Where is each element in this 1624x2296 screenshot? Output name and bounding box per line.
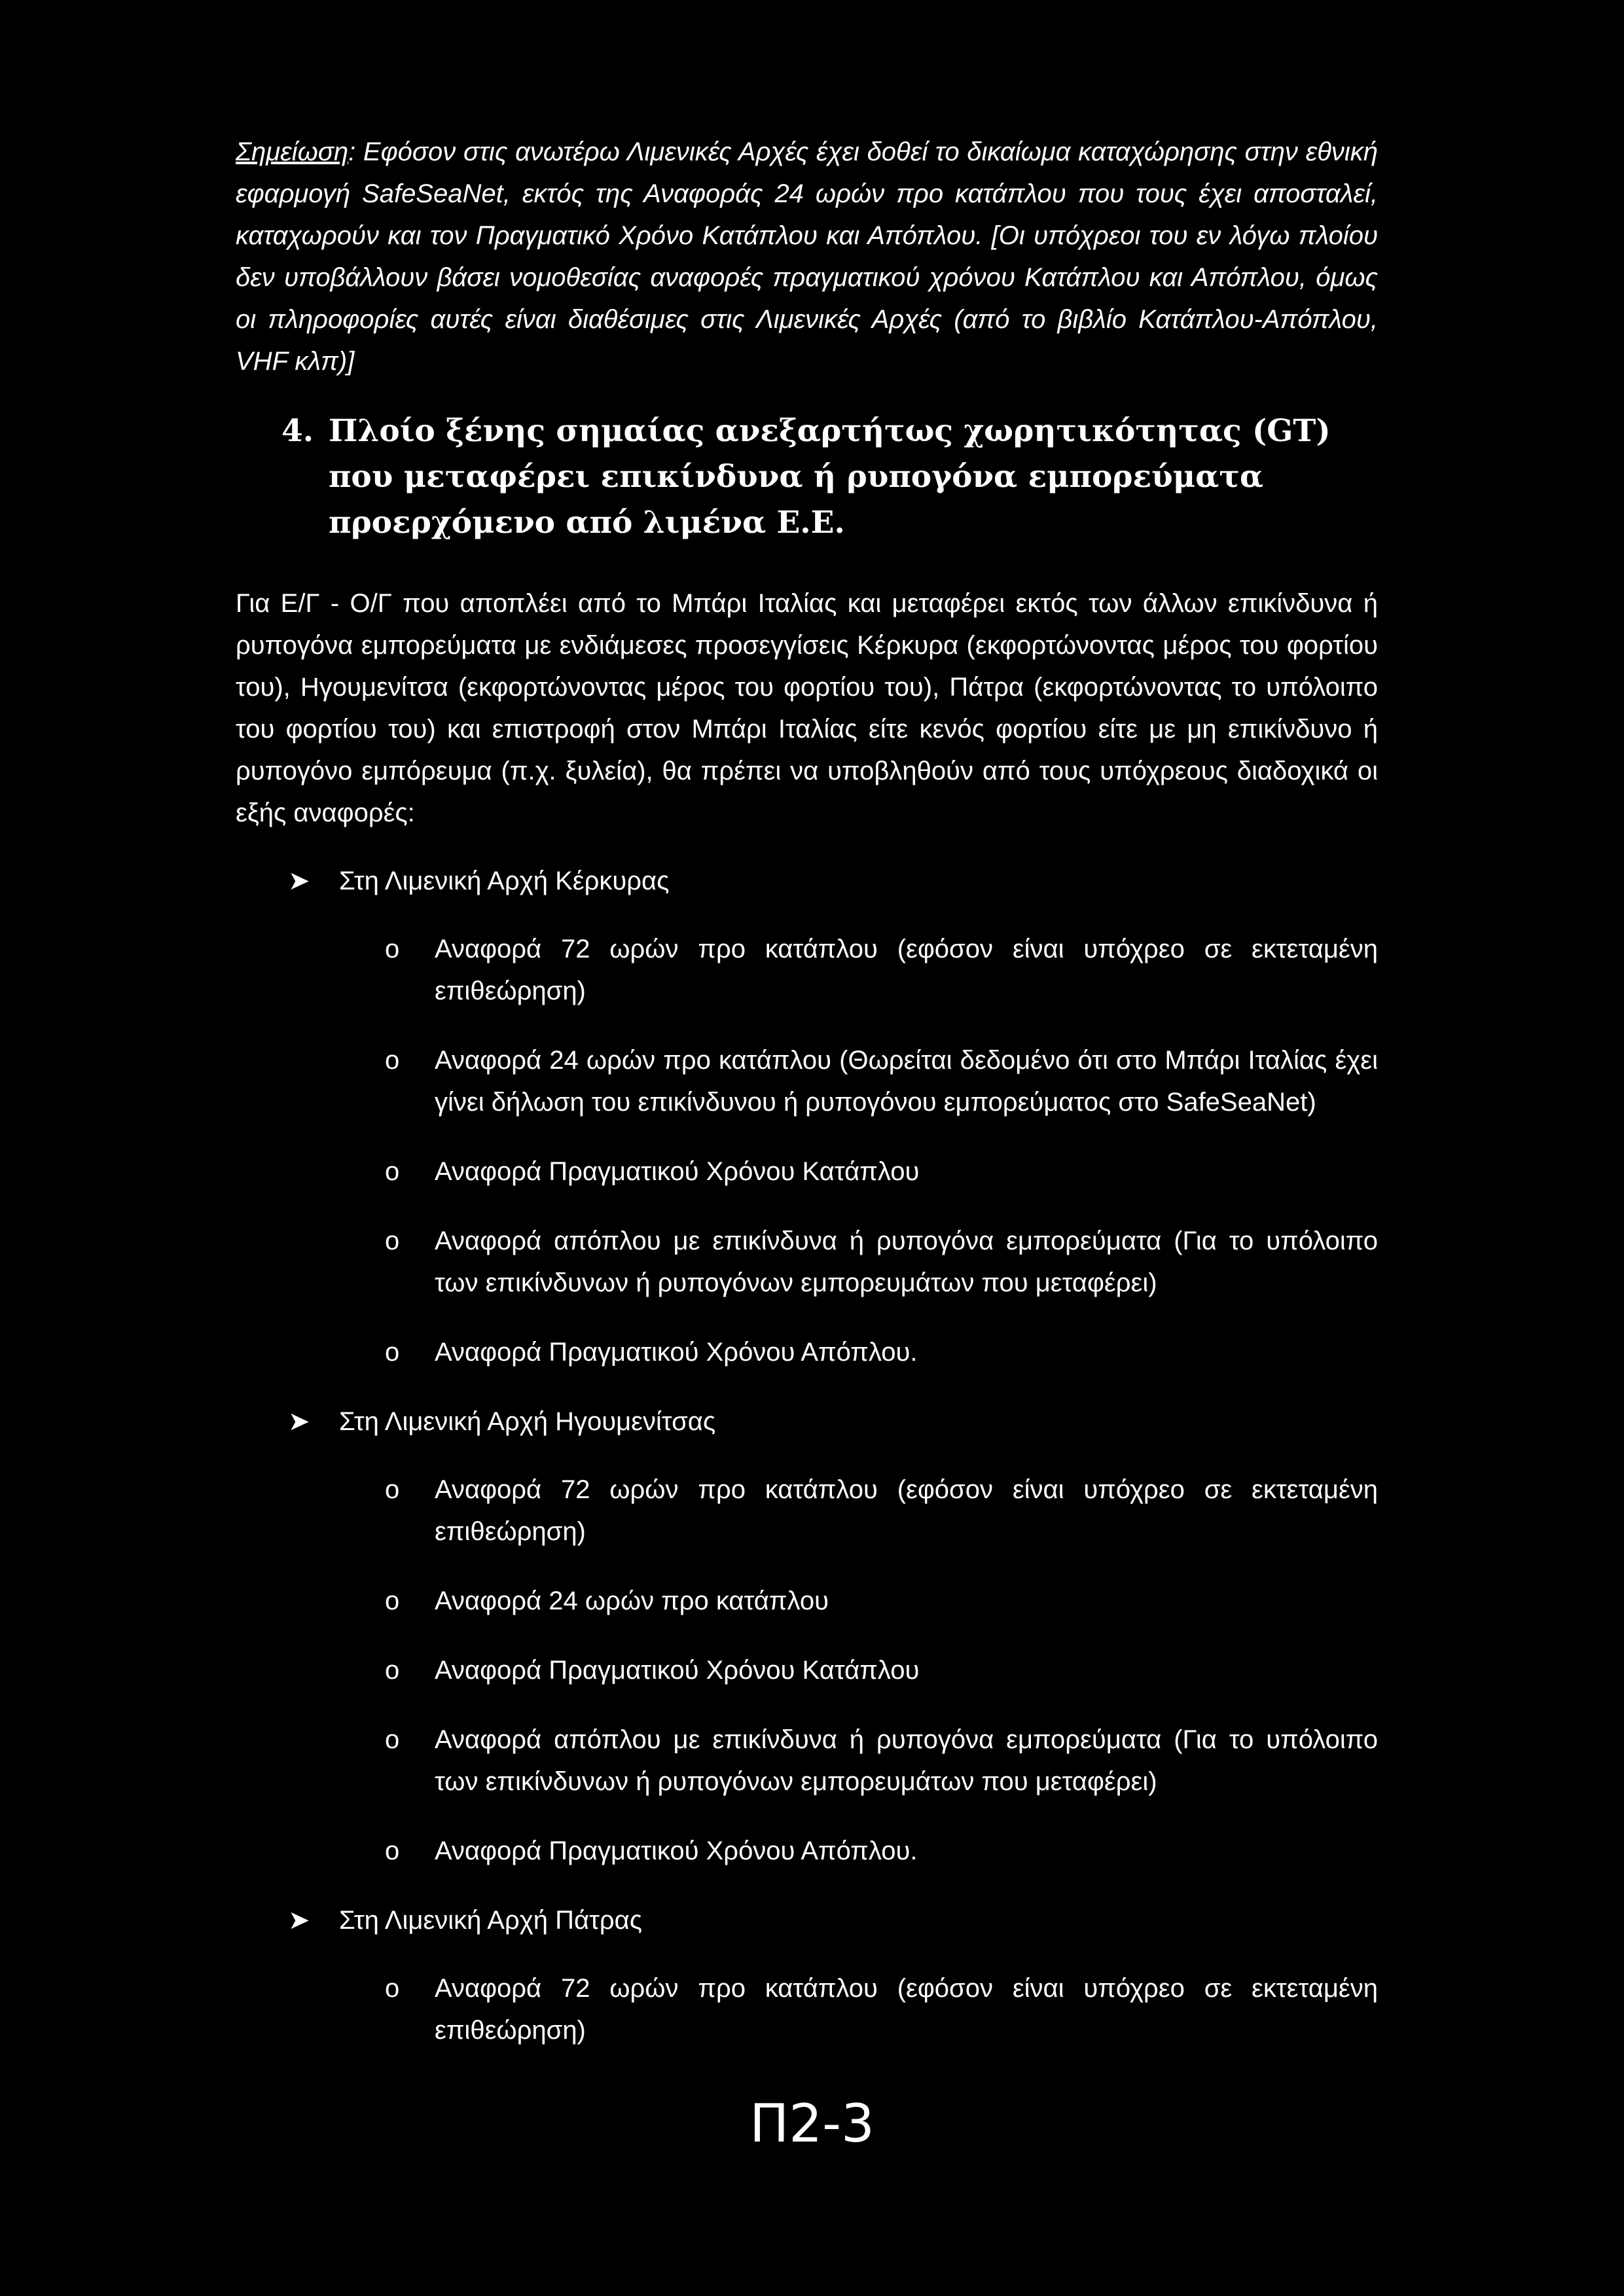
circle-bullet-icon: o	[385, 1046, 400, 1075]
list-item	[385, 928, 1378, 1012]
list-item-text: Αναφορά 72 ωρών προ κατάπλου (εφόσον είναι υπόχρεο σε εκτεταμένη επιθεώρηση)	[435, 1475, 1378, 1546]
list-item	[385, 1220, 1378, 1304]
port-heading-igoumenitsa	[288, 1401, 1378, 1443]
circle-bullet-icon: o	[385, 1227, 400, 1255]
list-item-text: Αναφορά απόπλου με επικίνδυνα ή ρυπογόνα εμπορεύματα (Για το υπόλοιπο των επικίνδυνων ή ρυπογόνων εμπορευμάτων που μεταφέρει)	[435, 1227, 1378, 1297]
list-item-text: Αναφορά Πραγματικού Χρόνου Κατάπλου	[435, 1656, 920, 1685]
list-item-text: Αναφορά 72 ωρών προ κατάπλου (εφόσον είναι υπόχρεο σε εκτεταμένη επιθεώρηση)	[435, 1974, 1378, 2045]
intro-paragraph: Για Ε/Γ - Ο/Γ που αποπλέει από το Μπάρι Ιταλίας και μεταφέρει εκτός των άλλων επικίνδυνα ή ρυπογόνα εμπορεύματα με ενδιάμεσες προσεγγίσεις Κέρκυρα (εκφορτώνοντας μέρος του φορτίου του), Ηγουμενίτσα (εκφορτώνοντας μέρος του φορτίου του), Πάτρα (εκφορτώνοντας το υπόλοιπο του φορτίου του) και επιστροφή στον Μπάρι Ιταλίας είτε κενός φορτίου είτε με μη επικίνδυνο ή ρυπογόνο εμπόρευμα (π.χ. ξυλεία), θα πρέπει να υποβληθούν από τους υπόχρεους διαδοχικά οι εξής αναφορές:	[236, 589, 1378, 827]
page-number: Π2-3	[749, 2093, 875, 2154]
list-item-text: Αναφορά Πραγματικού Χρόνου Κατάπλου	[435, 1157, 920, 1186]
document-page	[236, 131, 1378, 2079]
port-heading-patra	[288, 1899, 1378, 1941]
circle-bullet-icon: o	[385, 1338, 400, 1367]
circle-bullet-icon: o	[385, 1974, 400, 2003]
section-title: Πλοίο ξένης σημαίας ανεξαρτήτως χωρητικότητας (GT) που μεταφέρει επικίνδυνα ή ρυπογόνα εμπορεύματα προερχόμενο από λιμένα Ε.Ε.	[329, 413, 1331, 541]
note-text: : Εφόσον στις ανωτέρω Λιμενικές Αρχές έχει δοθεί το δικαίωμα καταχώρησης στην εθνική εφαρμογή SafeSeaNet, εκτός της Αναφοράς 24 ωρών προ κατάπλου που τους έχει αποσταλεί, καταχωρούν και τον Πραγματικό Χρόνο Κατάπλου και Απόπλου. [Οι υπόχρεοι του εν λόγω πλοίου δεν υποβάλλουν βάσει νομοθεσίας αναφορές πραγματικού χρόνου Κατάπλου και Απόπλου, όμως οι πληροφορίες αυτές είναι διαθέσιμες στις Λιμενικές Αρχές (από το βιβλίο Κατάπλου-Απόπλου, VHF κλπ)]	[236, 137, 1378, 376]
list-item-text: Αναφορά 24 ωρών προ κατάπλου (Θωρείται δεδομένο ότι στο Μπάρι Ιταλίας έχει γίνει δήλωση του επικίνδυνου ή ρυπογόνου εμπορεύματος στο SafeSeaNet)	[435, 1046, 1378, 1117]
list-item	[385, 1719, 1378, 1803]
circle-bullet-icon: o	[385, 935, 400, 963]
circle-bullet-icon: o	[385, 1725, 400, 1754]
arrow-bullet-icon: ➤	[288, 867, 310, 895]
circle-bullet-icon: o	[385, 1157, 400, 1186]
list-item	[385, 1039, 1378, 1123]
list-item	[385, 1830, 1378, 1872]
note-label: Σημείωση	[236, 137, 349, 166]
port-name: Στη Λιμενική Αρχή Ηγουμενίτσας	[339, 1407, 716, 1436]
list-item-text: Αναφορά 24 ωρών προ κατάπλου	[435, 1587, 829, 1615]
circle-bullet-icon: o	[385, 1837, 400, 1865]
list-item	[385, 1469, 1378, 1552]
arrow-bullet-icon: ➤	[288, 1407, 310, 1436]
section-heading	[281, 408, 1378, 546]
circle-bullet-icon: o	[385, 1656, 400, 1685]
arrow-bullet-icon: ➤	[288, 1906, 310, 1935]
circle-bullet-icon: o	[385, 1475, 400, 1504]
list-item-text: Αναφορά απόπλου με επικίνδυνα ή ρυπογόνα εμπορεύματα (Για το υπόλοιπο των επικίνδυνων ή ρυπογόνων εμπορευμάτων που μεταφέρει)	[435, 1725, 1378, 1796]
port-heading-kerkyra	[288, 860, 1378, 902]
list-item-text: Αναφορά Πραγματικού Χρόνου Απόπλου.	[435, 1837, 918, 1865]
list-item	[385, 1151, 1378, 1193]
list-item	[385, 1331, 1378, 1373]
note-paragraph	[236, 131, 1378, 382]
list-item	[385, 1580, 1378, 1622]
list-item	[385, 1967, 1378, 2051]
port-name: Στη Λιμενική Αρχή Πάτρας	[339, 1906, 643, 1935]
list-item-text: Αναφορά Πραγματικού Χρόνου Απόπλου.	[435, 1338, 918, 1367]
list-item-text: Αναφορά 72 ωρών προ κατάπλου (εφόσον είναι υπόχρεο σε εκτεταμένη επιθεώρηση)	[435, 935, 1378, 1005]
list-item	[385, 1649, 1378, 1691]
section-number: 4.	[281, 413, 314, 449]
port-name: Στη Λιμενική Αρχή Κέρκυρας	[339, 867, 670, 895]
circle-bullet-icon: o	[385, 1587, 400, 1615]
